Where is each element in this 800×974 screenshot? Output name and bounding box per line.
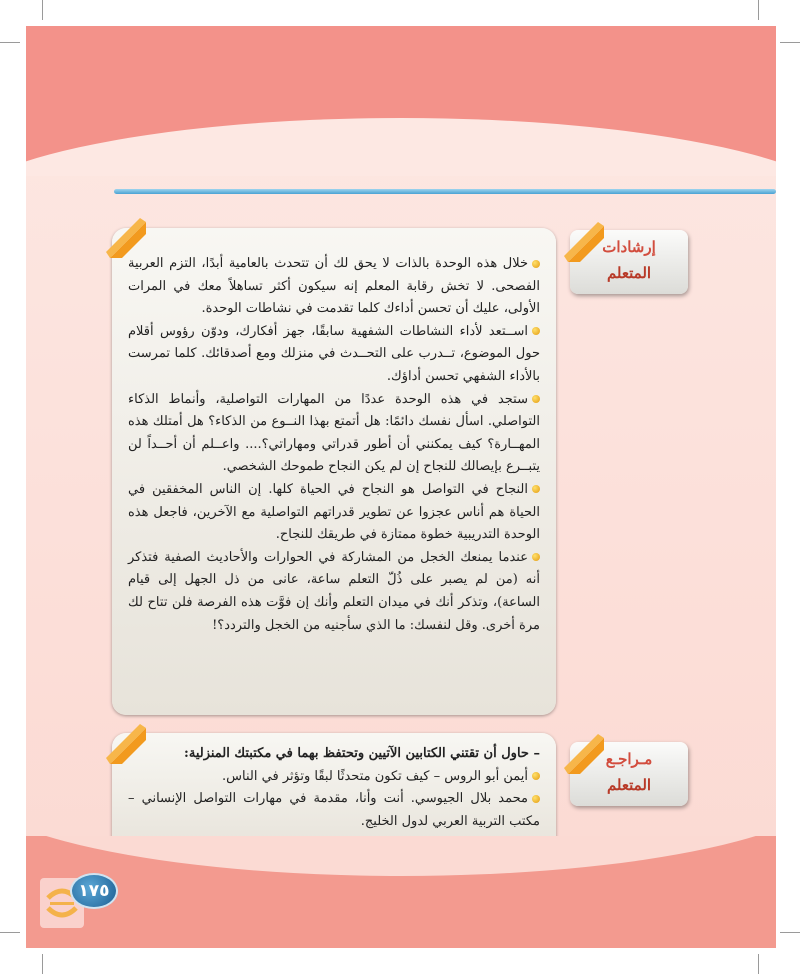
references-heading: – حاول أن تقتني الكتابين الآتيين وتحتفظ بهما في مكتبتك المنزلية:: [184, 746, 540, 761]
crop-mark: [780, 42, 800, 43]
page-number: ١٧٥: [70, 873, 118, 909]
crop-mark: [758, 0, 759, 20]
orange-dot-icon: [532, 485, 540, 493]
crop-mark: [42, 0, 43, 20]
orange-ribbon-icon: [564, 734, 604, 774]
bottom-decorative-band: [26, 836, 776, 948]
reference-item: أيمن أبو الروس – كيف تكون متحدثًا لبقًا وتؤثر في الناس.: [128, 766, 540, 789]
orange-dot-icon: [532, 395, 540, 403]
guidance-item: ستجد في هذه الوحدة عددًا من المهارات التواصلية، وأنماط الذكاء التواصلي. اسأل نفسك دائمًا: هل أتمتع بهذا النــوع من الذكاء؟ هل أمتلك هذه المهــارة؟ كيف يمكنني أن أطور قدراتي ومهاراتي؟.... واعــلم أن أحــداً لن يتبــرع بإيصالك للنجاح إن لم يكن النجاح طموحك الشخصي.: [128, 391, 540, 475]
guidance-item: عندما يمنعك الخجل من المشاركة في الحوارات والأحاديث الصفية فتذكر أنه (من لم يصبر على ذُلّ التعلم ساعة، عانى من ذل الجهل إلى قيام الساعة)، وتذكر أنك في ميدان التعلم وأنك إن فوَّت هذه الفرصة فلن تتاح لك مرة أخرى. وقل لنفسك: ما الذي سأجنيه من الخجل والتردد؟!: [128, 549, 540, 633]
crop-mark: [758, 954, 759, 974]
orange-dot-icon: [532, 327, 540, 335]
crop-mark: [0, 42, 20, 43]
crop-mark: [780, 932, 800, 933]
reference-item: محمد بلال الجيوسي. أنت وأنا، مقدمة في مهارات التواصل الإنساني – مكتب التربية العربي لدول الخليج.: [128, 791, 540, 829]
guidance-item: اســتعد لأداء النشاطات الشفهية سابقًا، جهز أفكارك، ودوّن رؤوس أقلام حول الموضوع، تــدرب على التحــدث في منزلك ومع أصدقائك. كلما تمرست بالأداء الشفهي تحسن أداؤك.: [128, 323, 540, 384]
crop-mark: [0, 932, 20, 933]
tab-line-2: المتعلم: [606, 264, 652, 282]
top-decorative-band: [26, 26, 776, 176]
header-divider: [114, 189, 776, 194]
tab-line-2: المتعلم: [606, 776, 652, 794]
orange-ribbon-icon: [106, 218, 146, 258]
orange-ribbon-icon: [564, 222, 604, 262]
orange-dot-icon: [532, 795, 540, 803]
guidance-content: [128, 253, 540, 637]
references-content: [128, 743, 540, 833]
orange-dot-icon: [532, 553, 540, 561]
crop-mark: [42, 954, 43, 974]
tab-line-1: إرشادات: [602, 238, 656, 256]
tab-line-1: مـراجـع: [605, 750, 653, 768]
orange-dot-icon: [532, 772, 540, 780]
orange-dot-icon: [532, 260, 540, 268]
guidance-item: النجاح في التواصل هو النجاح في الحياة كلها. إن الناس المخفقين في الحياة هم أناس عجزوا عن تطوير قدراتهم التواصلية مع الآخرين، فاجعل هذه الوحدة التدريبية خطوة ممتازة في طريقك للنجاح.: [128, 481, 540, 543]
guidance-item: خلال هذه الوحدة بالذات لا يحق لك أن تتحدث بالعامية أبدًا، التزم العربية الفصحى. لا تخش رقابة المعلم إنه سيكون أكثر تساهلاً معك في المرات الأولى، عليك أن تحسن أداءك كلما تقدمت في نشاطات الوحدة.: [128, 256, 540, 317]
